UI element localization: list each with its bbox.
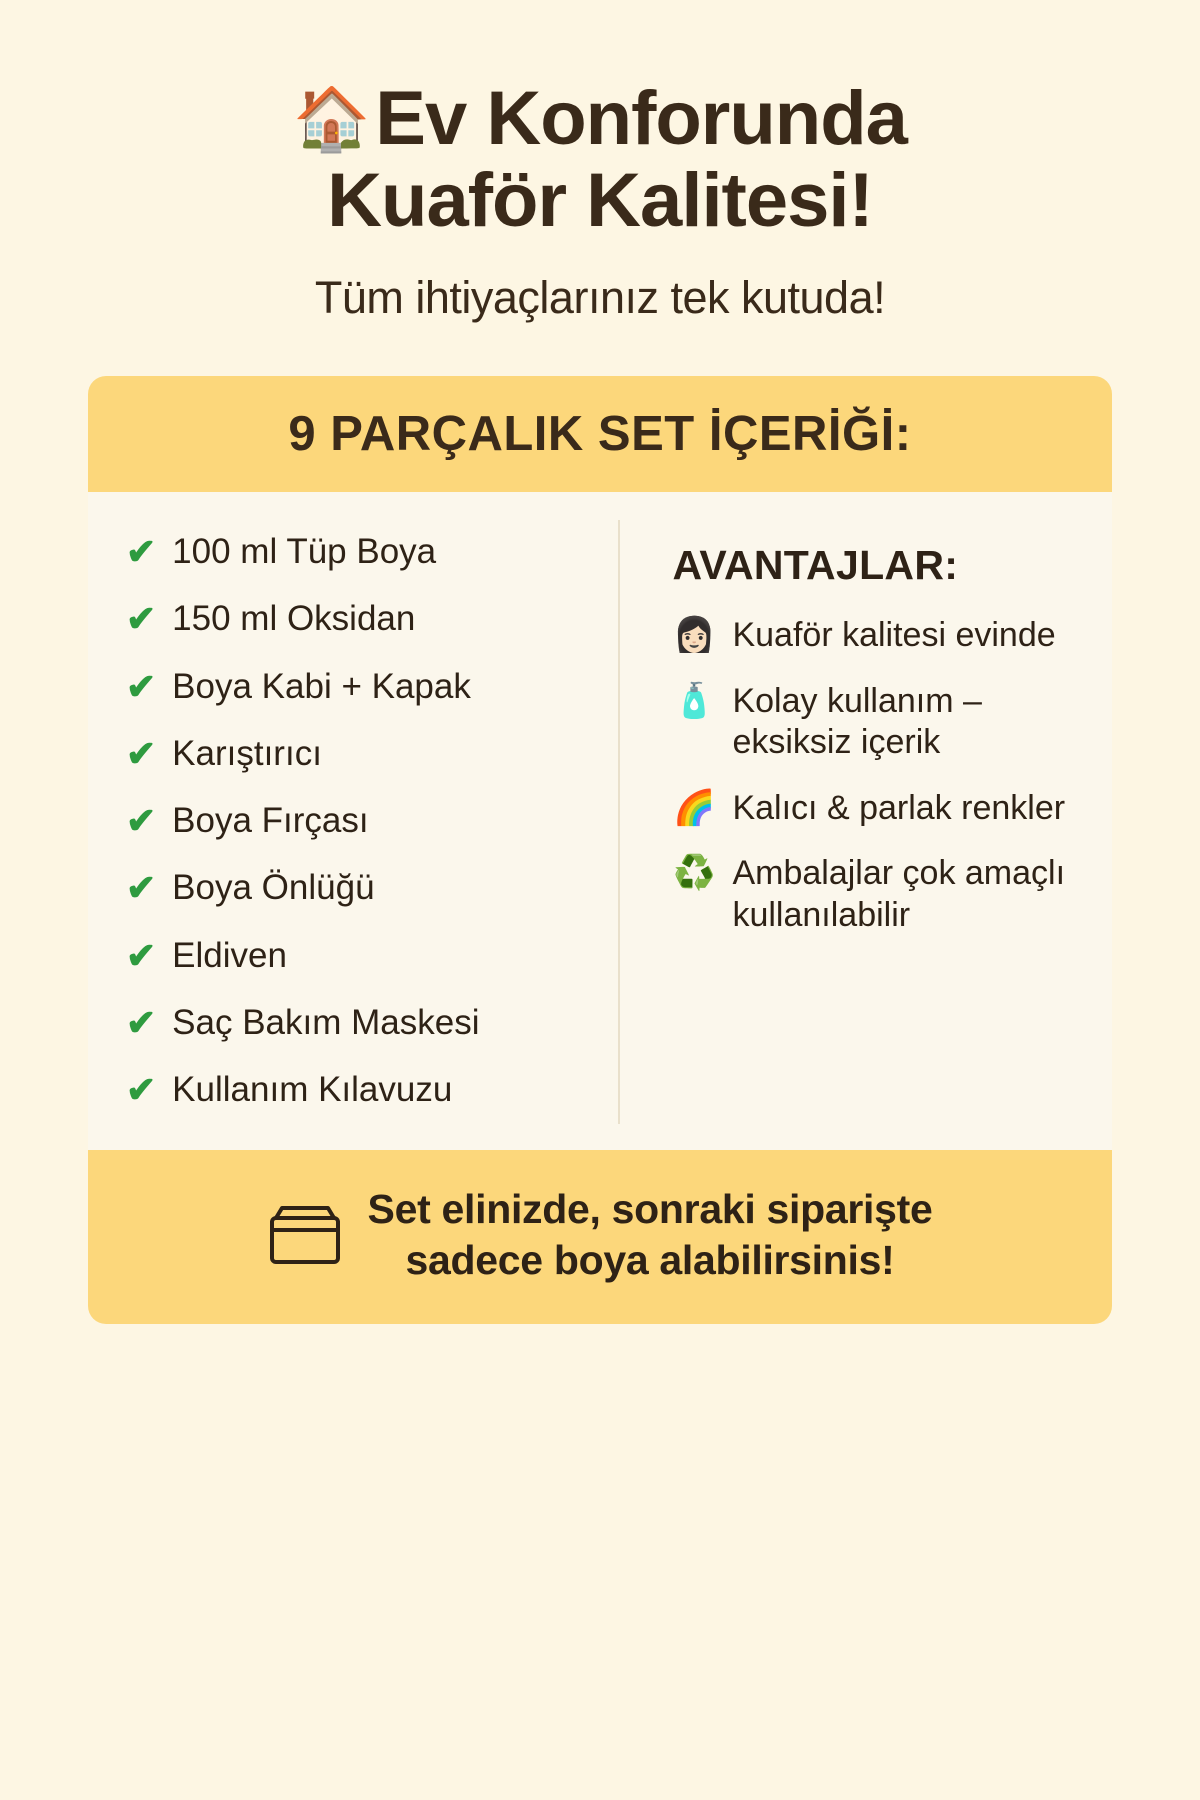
list-item-label: Boya Kabi + Kapak	[172, 666, 471, 706]
poster-header	[88, 78, 1112, 324]
list-item-label: Ambalajlar çok amaçlı kullanılabilir	[732, 854, 1066, 934]
box-icon	[268, 1204, 342, 1271]
advantages-title: AVANTAJLAR:	[672, 542, 959, 589]
list-item	[126, 936, 600, 976]
check-icon: ✔	[126, 732, 157, 774]
footer-line-1: Set elinizde, sonraki siparişte	[367, 1186, 933, 1233]
page-title	[150, 78, 1050, 242]
list-item	[672, 788, 1086, 829]
list-item-label: Boya Önlüğü	[172, 868, 375, 908]
list-item	[126, 1003, 600, 1043]
list-item-label: Eldiven	[172, 935, 287, 975]
list-item-label: Boya Fırçası	[172, 801, 369, 841]
list-item-label: 150 ml Oksidan	[172, 599, 416, 639]
check-icon: ✔	[126, 867, 157, 909]
list-item-label: Karıştırıcı	[172, 733, 322, 773]
list-item	[126, 532, 600, 572]
list-item	[126, 1070, 600, 1110]
check-icon: ✔	[126, 598, 157, 640]
check-icon: ✔	[126, 665, 157, 707]
page-title-line1: Ev Konforunda	[375, 76, 907, 161]
list-item	[126, 801, 600, 841]
check-icon: ✔	[126, 531, 157, 573]
check-icon: ✔	[126, 934, 157, 976]
list-item-label: Kolay kullanım – eksiksiz içerik	[732, 681, 982, 762]
footer-line-2: sadece boya alabilirsinis!	[405, 1237, 895, 1284]
woman-icon: 👩🏻	[673, 616, 716, 655]
rainbow-icon: 🌈	[673, 788, 716, 827]
card-body	[88, 492, 1112, 1150]
set-contents-card	[88, 376, 1112, 1324]
check-icon: ✔	[126, 800, 157, 842]
list-item	[672, 853, 1086, 936]
card-footer	[88, 1150, 1112, 1324]
card-header-title: 9 PARÇALIK SET İÇERİĞİ:	[288, 407, 912, 462]
page-subtitle: Tüm ihtiyaçlarınız tek kutuda!	[314, 272, 886, 324]
list-item-label: Kullanım Kılavuzu	[172, 1070, 453, 1110]
list-item	[126, 734, 600, 774]
list-item-label: Kuaför kalitesi evinde	[732, 616, 1056, 655]
lotion-bottle-icon: 🧴	[673, 681, 716, 720]
list-item	[672, 615, 1086, 656]
house-icon: 🏠	[293, 85, 370, 154]
list-item-label: 100 ml Tüp Boya	[172, 532, 437, 572]
page-title-line2: Kuaför Kalitesi!	[327, 158, 873, 244]
recycle-icon: ♻️	[673, 854, 716, 893]
footer-message	[368, 1184, 933, 1286]
list-item	[672, 681, 1086, 764]
list-item-label: Saç Bakım Maskesi	[172, 1002, 480, 1042]
list-item	[126, 667, 600, 707]
check-icon: ✔	[126, 1069, 157, 1111]
list-item	[126, 599, 600, 639]
contents-column	[88, 520, 620, 1124]
list-item	[126, 868, 600, 908]
check-icon: ✔	[126, 1001, 157, 1043]
list-item-label: Kalıcı & parlak renkler	[732, 788, 1066, 827]
card-header	[88, 376, 1112, 492]
advantages-column	[620, 520, 1112, 1124]
